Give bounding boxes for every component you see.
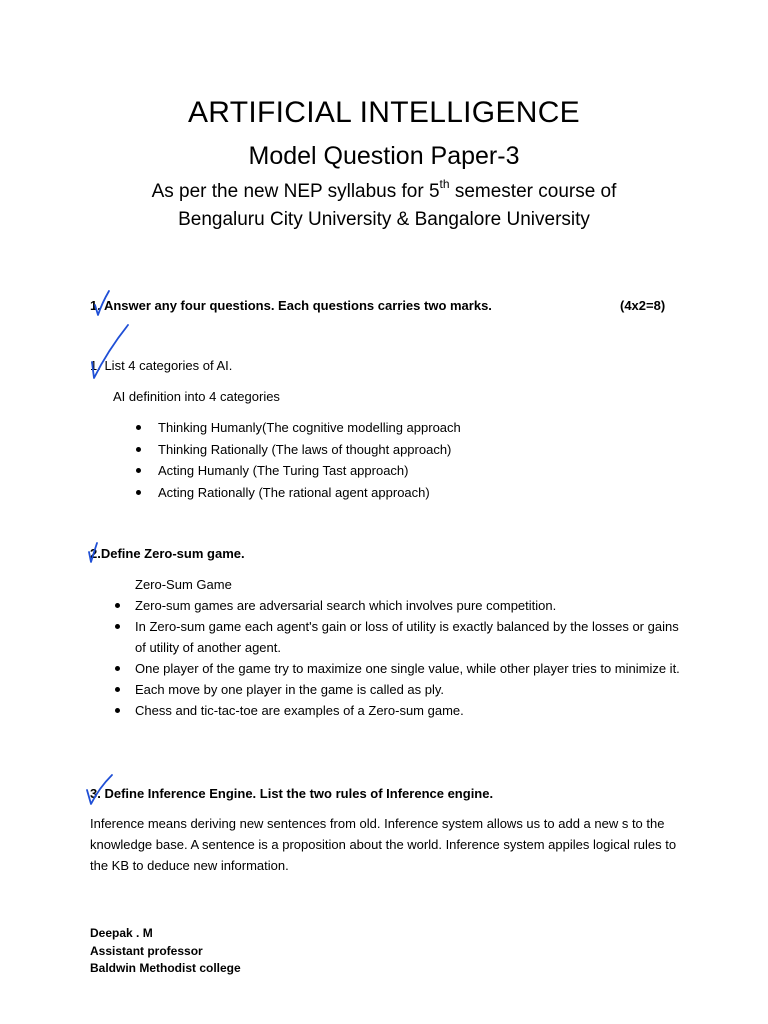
paper-title: ARTIFICIAL INTELLIGENCE (188, 96, 580, 129)
syllabus-line-1-post: semester course of (449, 181, 617, 202)
section-marks: (4x2=8) (620, 298, 666, 313)
author-designation: Assistant professor (90, 943, 203, 958)
syllabus-superscript: th (439, 177, 450, 191)
list-item: In Zero-sum game each agent's gain or loss of utility is exactly balanced by the losses or gains of utility of another agent. (113, 616, 683, 658)
question-3-answer: Inference means deriving new sentences from old. Inference system allows us to add a new s to the knowledge base. A sentence is a proposition about the world. Inference system appiles logical rules to the KB to deduce new information. (90, 816, 677, 873)
question-1-heading: 1. List 4 categories of AI. (90, 358, 233, 373)
syllabus-line-1-pre: As per the new NEP syllabus for 5 (151, 181, 440, 202)
paper-subtitle: Model Question Paper-3 (248, 142, 520, 170)
list-item: One player of the game try to maximize one single value, while other player tries to minimize it. (113, 658, 683, 679)
syllabus-note (0, 178, 768, 234)
list-item: Acting Rationally (The rational agent approach) (136, 482, 461, 504)
question-2-intro: Zero-Sum Game (135, 577, 232, 592)
question-2-bullet-list (113, 595, 683, 721)
list-item: Chess and tic-tac-toe are examples of a Zero-sum game. (113, 700, 683, 721)
syllabus-line-2: Bengaluru City University & Bangalore University (178, 209, 590, 230)
syllabus-line-1 (0, 178, 768, 206)
list-item: Each move by one player in the game is called as ply. (113, 679, 683, 700)
question-1-intro: AI definition into 4 categories (113, 389, 280, 404)
author-name: Deepak . M (90, 926, 153, 940)
tick-mark-icon (88, 322, 132, 382)
question-3-heading: 3. Define Inference Engine. List the two rules of Inference engine. (90, 786, 494, 801)
list-item: Zero-sum games are adversarial search which involves pure competition. (113, 595, 683, 616)
author-block (90, 925, 241, 978)
tick-mark-icon (92, 288, 112, 318)
list-item: Thinking Rationally (The laws of thought approach) (136, 439, 461, 461)
list-item: Thinking Humanly(The cognitive modelling approach (136, 417, 461, 439)
tick-mark-icon (84, 772, 116, 808)
tick-mark-icon (86, 540, 106, 566)
question-2-heading: 2.Define Zero-sum game. (90, 546, 245, 561)
question-1-bullet-list (136, 417, 461, 503)
section-heading: 1. Answer any four questions. Each questions carries two marks. (90, 298, 492, 313)
list-item: Acting Humanly (The Turing Tast approach) (136, 460, 461, 482)
author-college: Baldwin Methodist college (90, 961, 241, 975)
